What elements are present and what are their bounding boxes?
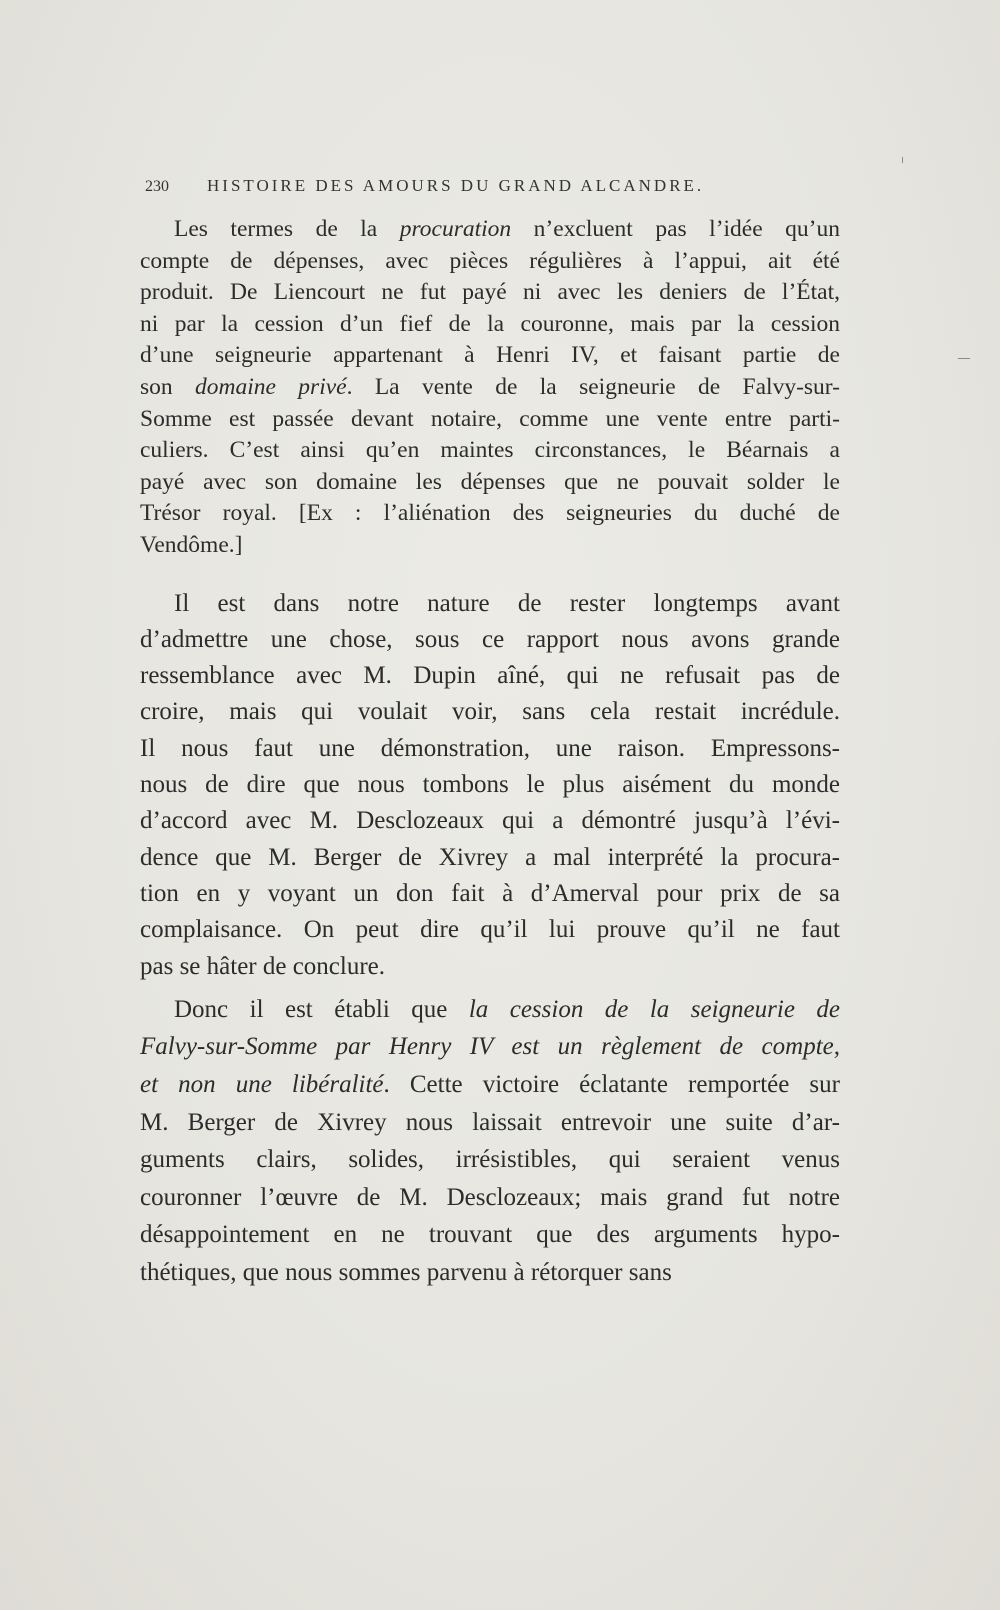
text-line (140, 949, 840, 985)
page-number: 230 (145, 178, 169, 195)
text-line (140, 991, 840, 1029)
text-run: guments clairs, solides, irrésistibles, qui seraient venus (140, 1146, 840, 1174)
text-run: . Cette victoire éclatante remportée sur (383, 1070, 840, 1098)
text-line (140, 1254, 840, 1292)
text-line (140, 467, 840, 499)
text-run: payé avec son domaine les dépenses que ne pouvait solder le (140, 468, 840, 495)
text-line (140, 876, 840, 912)
text-run: nous de dire que nous tombons le plus aisément du monde (140, 771, 840, 799)
text-line (140, 1216, 840, 1254)
text-line (140, 803, 840, 839)
text-run: dence que M. Berger de Xivrey a mal interprété la procura- (140, 843, 840, 871)
text-line (140, 340, 840, 372)
text-run: Il nous faut une démonstration, une raison. Empressons- (140, 734, 840, 762)
running-head (145, 176, 775, 196)
italic-run: la cession de la seigneurie de (468, 995, 840, 1023)
text-run: d’une seigneurie appartenant à Henri IV, et faisant partie de (140, 342, 840, 369)
italic-run: et non une libéralité (140, 1070, 384, 1098)
text-run: complaisance. On peut dire qu’il lui prouve qu’il ne faut (140, 916, 840, 944)
text-run: produit. De Liencourt ne fut payé ni avec les deniers de l’État, (140, 279, 840, 306)
italic-run: Falvy-sur-Somme par Henry IV est un règlement de compte, (140, 1033, 840, 1061)
text-line (140, 435, 840, 467)
text-line (140, 246, 840, 278)
text-run: désappointement en ne trouvant que des arguments hypo- (140, 1221, 840, 1249)
text-run: Il est dans notre nature de rester longtemps avant (174, 589, 840, 617)
text-run: pas se hâter de conclure. (140, 952, 386, 980)
text-run: n’excluent pas l’idée qu’un (511, 216, 840, 242)
text-run: compte de dépenses, avec pièces régulières à l’appui, ait été (140, 247, 840, 274)
running-title: HISTOIRE DES AMOURS DU GRAND ALCANDRE. (207, 176, 705, 195)
text-line (140, 622, 840, 658)
text-line (140, 694, 840, 730)
text-run: Donc il est établi que (174, 995, 469, 1023)
text-run: croire, mais qui voulait voir, sans cela restait incrédule. (140, 698, 840, 726)
text-run: Vendôme.] (140, 531, 243, 558)
text-run: son (140, 373, 196, 400)
text-run: Les termes de la (174, 216, 400, 242)
margin-mark (958, 358, 970, 359)
italic-run: domaine privé (195, 373, 347, 400)
text-line (140, 586, 840, 622)
text-line (140, 372, 840, 404)
text-line (140, 214, 840, 246)
text-line (140, 731, 840, 767)
text-run: culiers. C’est ainsi qu’en maintes circonstances, le Béarnais a (140, 437, 840, 464)
text-line (140, 1028, 840, 1066)
text-run: ressemblance avec M. Dupin aîné, qui ne refusait pas de (140, 662, 840, 690)
text-run: M. Berger de Xivrey nous laissait entrevoir une suite d’ar- (140, 1108, 840, 1136)
paragraph-conclusion (140, 991, 840, 1292)
text-line (140, 277, 840, 309)
text-line (140, 1141, 840, 1179)
text-line (140, 309, 840, 341)
text-line (140, 1179, 840, 1217)
text-run: couronner l’œuvre de M. Desclozeaux; mais grand fut notre (140, 1183, 840, 1211)
text-line (140, 658, 840, 694)
text-line (140, 498, 840, 530)
text-run: Trésor royal. [Ex : l’aliénation des seigneuries du duché de (140, 500, 840, 527)
text-line (140, 404, 840, 436)
text-run: Somme est passée devant notaire, comme une vente entre parti- (140, 405, 840, 432)
body-text (140, 214, 840, 1292)
text-line (140, 912, 840, 948)
paragraph-nature (140, 586, 840, 985)
margin-mark (902, 157, 903, 163)
text-line (140, 530, 840, 562)
text-run: . La vente de la seigneurie de Falvy-sur- (346, 373, 840, 400)
paragraph-procuration (140, 214, 840, 562)
text-line (140, 767, 840, 803)
text-line (140, 840, 840, 876)
text-run: d’accord avec M. Desclozeaux qui a démontré jusqu’à l’évi- (140, 807, 840, 835)
italic-run: procuration (399, 216, 512, 242)
text-run: thétiques, que nous sommes parvenu à rétorquer sans (140, 1258, 672, 1286)
text-line (140, 1066, 840, 1104)
text-run: d’admettre une chose, sous ce rapport nous avons grande (140, 625, 840, 653)
text-line (140, 1104, 840, 1142)
text-run: ni par la cession d’un fief de la couronne, mais par la cession (140, 310, 840, 337)
text-run: tion en y voyant un don fait à d’Amerval pour prix de sa (140, 879, 840, 907)
